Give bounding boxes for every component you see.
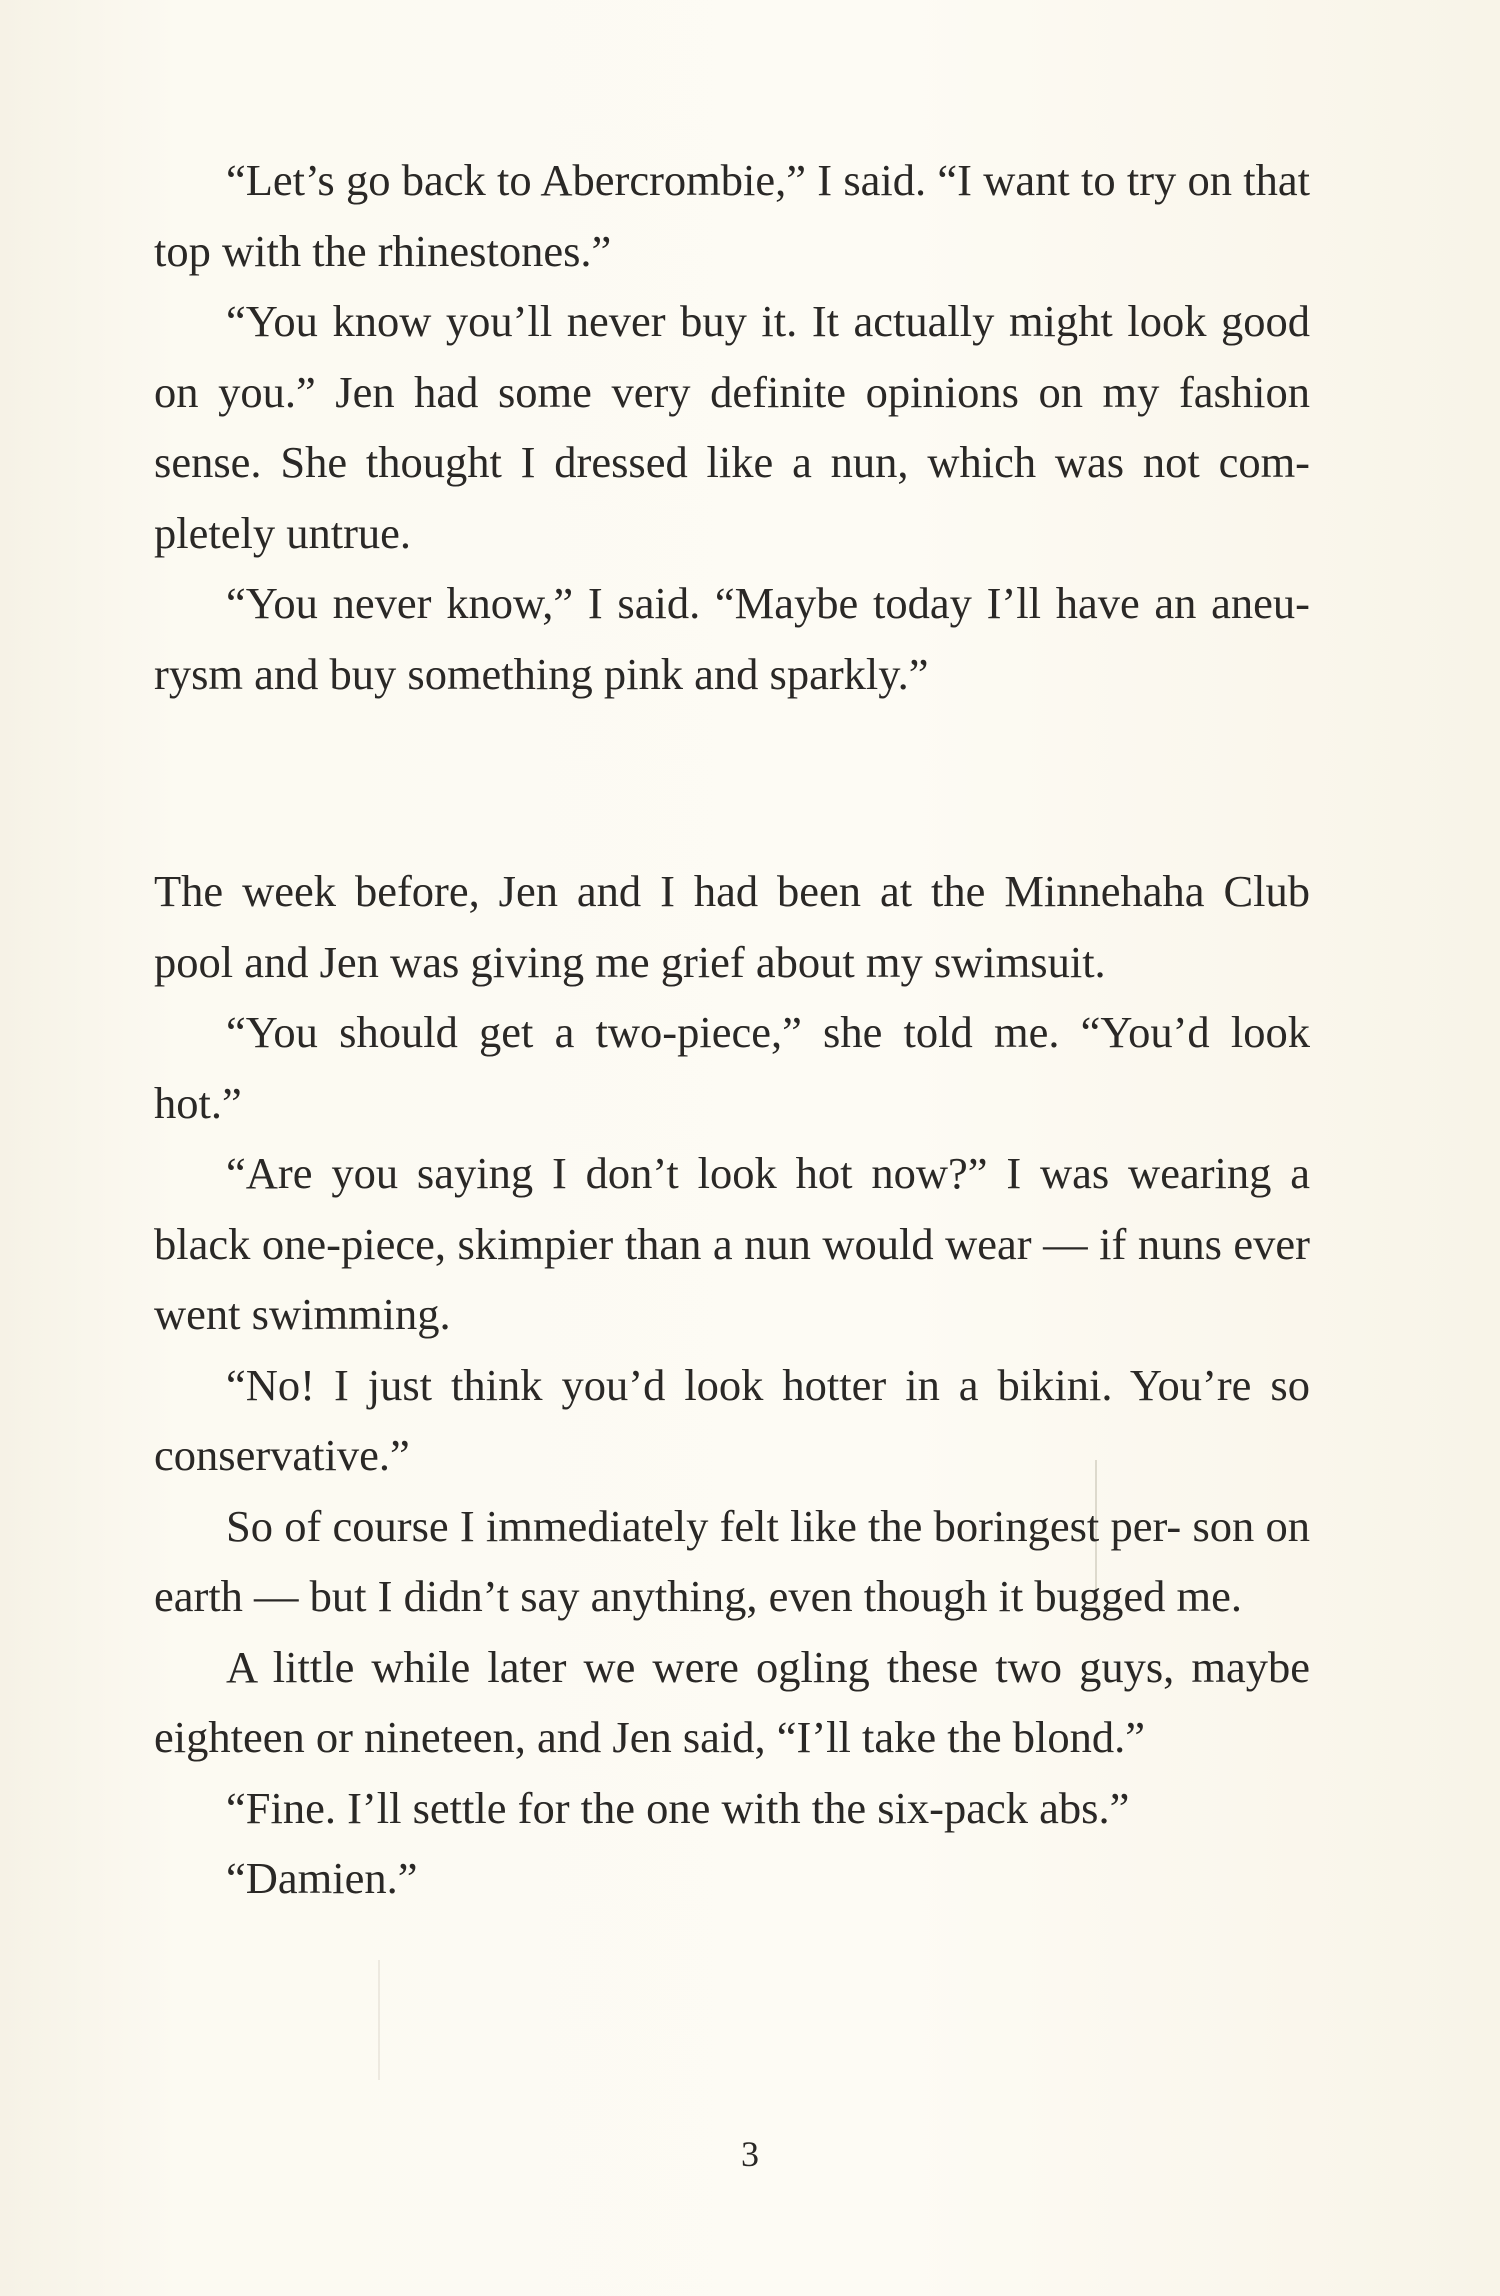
paragraph: “You never know,” I said. “Maybe today I’ll have an aneu- rysm and buy something pink and sparkly.” <box>154 578 1310 699</box>
paragraph: “No! I just think you’d look hotter in a bikini. You’re so conservative.” <box>154 1359 1310 1480</box>
scan-artifact <box>378 1960 380 2080</box>
page-number: 3 <box>741 2134 759 2174</box>
text-section-1 <box>154 145 1310 709</box>
paragraph: The week before, Jen and I had been at the Minnehaha Club pool and Jen was giving me grief about my swimsuit. <box>154 866 1310 987</box>
paragraph: “Damien.” <box>226 1853 418 1903</box>
paragraph: “You should get a two-piece,” she told me. “You’d look hot.” <box>154 1007 1310 1128</box>
paragraph: “You know you’ll never buy it. It actually might look good on you.” Jen had some very definite opinions on my fashion sense. She thought I dressed like a nun, which was not com- pletely untrue. <box>154 296 1310 558</box>
paragraph: “Let’s go back to Abercrombie,” I said. “I want to try on that top with the rhinestones.” <box>154 155 1310 276</box>
paragraph: So of course I immediately felt like the boringest per- son on earth — but I didn’t say anything, even though it bugged me. <box>154 1500 1310 1621</box>
text-section-2 <box>154 856 1310 1914</box>
paragraph: A little while later we were ogling these two guys, maybe eighteen or nineteen, and Jen said, “I’ll take the blond.” <box>154 1641 1310 1762</box>
paragraph: “Are you saying I don’t look hot now?” I was wearing a black one-piece, skimpier than a nun would wear — if nuns ever went swimming. <box>154 1148 1310 1339</box>
paragraph: “Fine. I’ll settle for the one with the six-pack abs.” <box>226 1782 1130 1833</box>
